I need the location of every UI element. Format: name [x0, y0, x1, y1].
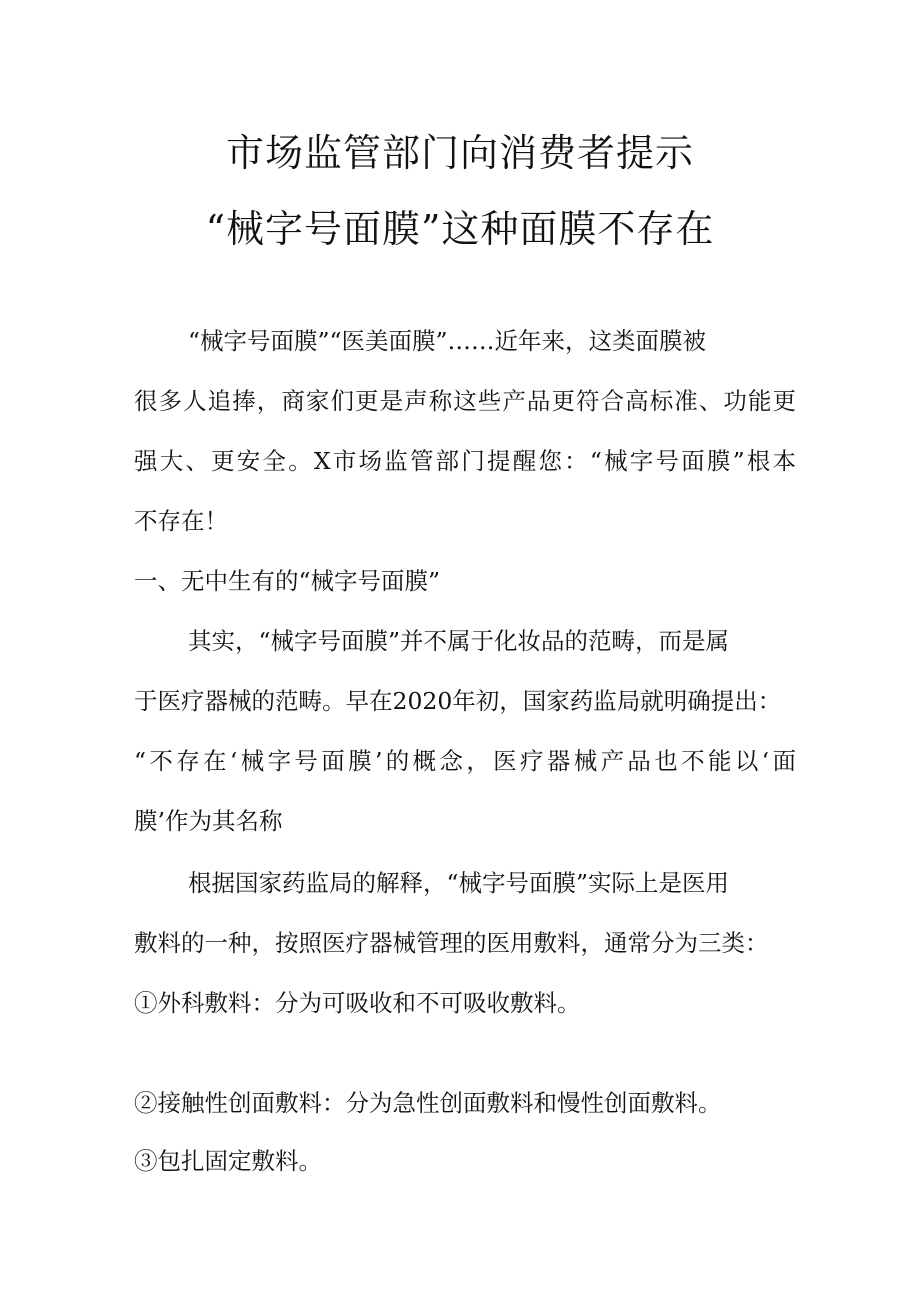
document-title-line-1: 市场监管部门向消费者提示 [225, 131, 694, 175]
paragraph-3-line-2: 敷料的一种，按照医疗器械管理的医用敷料，通常分为三类： [134, 929, 769, 957]
paragraph-2-line-4: 膜’作为其名称 [134, 807, 283, 835]
paragraph-1-line-4: 不存在！ [134, 507, 228, 535]
list-item-wound-contact-dressing: ②接触性创面敷料：分为急性创面敷料和慢性创面敷料。 [134, 1089, 722, 1117]
paragraph-2-line-2: 于医疗器械的范畴。早在2020年初，国家药监局就明确提出： [134, 687, 782, 715]
paragraph-1-line-3: 强大、更安全。X市场监管部门提醒您：“械字号面膜”根本 [134, 447, 796, 475]
paragraph-2-line-1: 其实，“械字号面膜”并不属于化妆品的范畴，而是属 [188, 627, 730, 655]
paragraph-1-line-2: 很多人追捧，商家们更是声称这些产品更符合高标准、功能更 [134, 387, 796, 415]
section-heading-1: 一、无中生有的“械字号面膜” [134, 567, 441, 595]
document-title-line-2: “械字号面膜”这种面膜不存在 [205, 207, 715, 251]
list-item-fixation-dressing: ③包扎固定敷料。 [134, 1147, 322, 1175]
list-item-surgical-dressing: ①外科敷料：分为可吸收和不可吸收敷料。 [134, 989, 581, 1017]
paragraph-2-line-3: “不存在‘械字号面膜’的概念，医疗器械产品也不能以‘面 [134, 747, 796, 775]
paragraph-3-line-1: 根据国家药监局的解释，“械字号面膜”实际上是医用 [188, 869, 730, 897]
paragraph-1-line-1: “械字号面膜”“医美面膜”……近年来，这类面膜被 [188, 327, 707, 355]
